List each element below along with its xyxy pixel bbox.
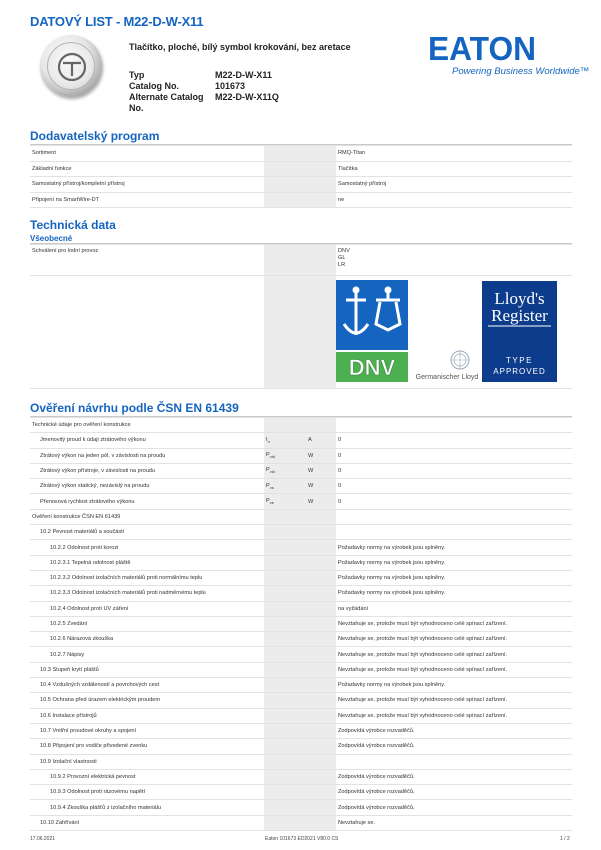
row-value: Požadavky normy na výrobek jsou splněny. — [336, 570, 572, 585]
row-label: Schválení pro lodní provoz — [30, 245, 264, 276]
table-row — [30, 192, 572, 208]
row-label: 10.9.3 Odolnost proti rázovému napětí — [30, 785, 264, 800]
row-symbol — [264, 800, 306, 815]
lr-badge-line1: TYPE — [506, 356, 533, 365]
row-label: Připojení na SmartWire-DT — [30, 192, 264, 208]
symbol-letter: I — [266, 436, 268, 443]
row-value: RMQ-Titan — [336, 146, 572, 162]
table-row — [30, 601, 572, 616]
meta-row-no — [129, 103, 335, 114]
meta-key: Catalog No. — [129, 81, 180, 91]
row-symbol — [264, 570, 306, 585]
lr-badge-line2: APPROVED — [493, 367, 546, 376]
row-value: Požadavky normy na výrobek jsou splněny. — [336, 678, 572, 693]
row-unit: W — [306, 494, 336, 509]
section-subtitle-general: Všeobecné — [30, 234, 73, 243]
row-symbol — [264, 245, 306, 276]
row-value: Požadavky normy na výrobek jsou splněny. — [336, 586, 572, 601]
dnv-logo — [336, 280, 408, 382]
meta-row-alt-catalog — [129, 92, 335, 103]
row-symbol — [264, 177, 306, 193]
meta-key: No. — [129, 103, 144, 113]
supplier-table — [30, 145, 572, 208]
row-unit — [306, 647, 336, 662]
row-label: Přenosová rychlost ztrátového výkonu — [30, 494, 264, 509]
row-symbol — [264, 678, 306, 693]
row-unit — [306, 555, 336, 570]
row-label: 10.2.2 Odolnost proti korozi — [30, 540, 264, 555]
row-value: Zodpovídá výrobce rozvaděčů. — [336, 785, 572, 800]
row-value: Nevztahuje se, protože musí být vyhodnoceno celé spínací zařízení. — [336, 632, 572, 647]
row-unit — [306, 800, 336, 815]
meta-key: Typ — [129, 70, 145, 80]
row-value: Nevztahuje se, protože musí být vyhodnoceno celé spínací zařízení. — [336, 616, 572, 631]
row-value: Nevztahuje se. — [336, 815, 572, 830]
row-value: 0 — [336, 494, 572, 509]
row-unit — [306, 586, 336, 601]
row-value: 0 — [336, 448, 572, 463]
table-row — [30, 570, 572, 585]
row-symbol — [264, 739, 306, 754]
symbol-letter: P — [266, 498, 270, 505]
table-row — [30, 418, 572, 433]
section-title-supplier: Dodavatelský program — [30, 129, 160, 143]
row-symbol — [264, 540, 306, 555]
row-label: 10.2.6 Nárazová zkouška — [30, 632, 264, 647]
table-row — [30, 540, 572, 555]
row-unit — [306, 570, 336, 585]
table-row — [30, 647, 572, 662]
table-row — [30, 769, 572, 784]
row-label: 10.9 Izolační vlastnosti — [30, 754, 264, 769]
meta-value: M22-D-W-X11 — [215, 70, 272, 80]
row-symbol — [264, 601, 306, 616]
row-symbol — [264, 146, 306, 162]
row-value: Nevztahuje se, protože musí být vyhodnoceno celé spínací zařízení. — [336, 693, 572, 708]
row-unit — [306, 540, 336, 555]
row-value: 0 — [336, 479, 572, 494]
row-value: 0 — [336, 463, 572, 478]
symbol-subscript: ve — [269, 500, 274, 506]
row-unit — [306, 146, 336, 162]
section-title-verification: Ověření návrhu podle ČSN EN 61439 — [30, 401, 239, 415]
row-symbol — [264, 723, 306, 738]
table-row — [30, 494, 572, 509]
eaton-logo — [428, 33, 538, 63]
row-label: 10.9.4 Zkouška plášťů z izolačního materiálu — [30, 800, 264, 815]
row-symbol — [264, 463, 306, 478]
row-unit — [306, 177, 336, 193]
row-value: na vyžádání — [336, 601, 572, 616]
table-row — [30, 800, 572, 815]
row-symbol — [264, 647, 306, 662]
row-symbol — [264, 525, 306, 540]
row-unit: A — [306, 433, 336, 448]
row-value — [336, 245, 572, 276]
meta-value — [215, 103, 335, 114]
table-row — [30, 662, 572, 677]
row-value: Nevztahuje se, protože musí být vyhodnoceno celé spínací zařízení. — [336, 662, 572, 677]
row-label: 10.2.4 Odolnost proti UV záření — [30, 601, 264, 616]
row-unit — [306, 601, 336, 616]
eaton-logo-text: EATON — [428, 33, 536, 63]
row-unit: W — [306, 448, 336, 463]
table-row — [30, 739, 572, 754]
row-value — [336, 754, 572, 769]
row-label: 10.9.2 Provozní elektrická pevnost — [30, 769, 264, 784]
row-label: 10.3 Stupeň krytí pláštů — [30, 662, 264, 677]
product-subtitle: Tlačítko, ploché, bílý symbol krokování, bez aretace — [129, 42, 351, 52]
row-unit — [306, 616, 336, 631]
row-label: Jmenovitý proud k údaji ztrátového výkonu — [30, 433, 264, 448]
row-unit — [306, 662, 336, 677]
table-row — [30, 525, 572, 540]
symbol-subscript: n — [267, 439, 270, 444]
row-value: Zodpovídá výrobce rozvaděčů. — [336, 739, 572, 754]
row-value: Nevztahuje se, protože musí být vyhodnoceno celé spínací zařízení. — [336, 708, 572, 723]
row-symbol — [264, 509, 306, 524]
row-unit — [306, 815, 336, 830]
row-unit — [306, 693, 336, 708]
meta-value: M22-D-W-X11Q — [215, 92, 279, 102]
table-row — [30, 693, 572, 708]
table-row — [30, 161, 572, 177]
symbol-letter: P — [266, 452, 270, 459]
symbol-letter: P — [266, 482, 270, 489]
table-row — [30, 815, 572, 830]
table-row — [30, 708, 572, 723]
product-image — [40, 35, 102, 97]
row-value: Nevztahuje se, protože musí být vyhodnoceno celé spínací zařízení. — [336, 647, 572, 662]
row-value: Požadavky normy na výrobek jsou splněny. — [336, 540, 572, 555]
table-row — [30, 245, 572, 276]
meta-row-type — [129, 70, 335, 81]
row-label: 10.2.3.3 Odolnost izolačních materiálů proti nadměrnému teplu — [30, 586, 264, 601]
row-symbol — [264, 632, 306, 647]
meta-value: 101673 — [215, 81, 246, 91]
row-unit — [306, 161, 336, 177]
row-symbol — [264, 555, 306, 570]
lloyds-register-logo — [482, 281, 557, 382]
row-unit — [306, 739, 336, 754]
row-label: 10.2.5 Zvedání — [30, 616, 264, 631]
row-value — [336, 418, 572, 433]
row-symbol — [264, 616, 306, 631]
row-unit — [306, 678, 336, 693]
footer-document-id: Eaton 101673 ED2021 V80.0 CS — [265, 836, 339, 842]
table-row — [30, 433, 572, 448]
row-unit: W — [306, 463, 336, 478]
row-unit: W — [306, 479, 336, 494]
dnv-logo-text: DNV — [348, 355, 396, 380]
row-symbol — [264, 693, 306, 708]
table-row — [30, 479, 572, 494]
meta-row-catalog — [129, 81, 335, 92]
table-row — [30, 448, 572, 463]
row-symbol — [264, 494, 306, 509]
row-label: 10.8 Připojení pro vodiče přivedené zvenku — [30, 739, 264, 754]
symbol-subscript: vid — [269, 454, 275, 460]
product-meta — [129, 70, 335, 114]
gl-logo-text: Germanischer Lloyd — [415, 374, 479, 381]
lr-logo-line1: Lloyd's — [494, 289, 545, 308]
row-value: Požadavky normy na výrobek jsou splněny. — [336, 555, 572, 570]
eaton-tagline: Powering Business Worldwide™ — [452, 66, 590, 77]
row-unit — [306, 509, 336, 524]
row-label: 10.10 Zahřívání — [30, 815, 264, 830]
table-row — [30, 678, 572, 693]
row-value: ne — [336, 192, 572, 208]
row-symbol — [264, 418, 306, 433]
row-unit — [306, 769, 336, 784]
row-symbol — [264, 433, 306, 448]
table-row — [30, 632, 572, 647]
row-unit — [306, 525, 336, 540]
approval-dnv: DNV — [338, 248, 350, 254]
row-value — [336, 509, 572, 524]
row-symbol — [264, 192, 306, 208]
row-label: 10.2.3.2 Odolnost izolačních materiálů proti normálnímu teplu — [30, 570, 264, 585]
approval-gl: GL — [338, 255, 346, 261]
row-symbol — [264, 161, 306, 177]
row-symbol — [264, 785, 306, 800]
symbol-subscript: vs — [269, 484, 274, 490]
verification-table — [30, 417, 572, 831]
row-symbol — [264, 769, 306, 784]
row-unit — [306, 723, 336, 738]
row-label: 10.5 Ochrana před úrazem elektrickým proudem — [30, 693, 264, 708]
table-row — [30, 723, 572, 738]
row-label: Sortiment — [30, 146, 264, 162]
row-label: Ztrátový výkon na jeden pól, v závislosti na proudu — [30, 448, 264, 463]
table-row — [30, 785, 572, 800]
row-symbol — [264, 708, 306, 723]
table-row — [30, 754, 572, 769]
table-row — [30, 555, 572, 570]
row-unit — [306, 192, 336, 208]
row-unit — [306, 632, 336, 647]
row-label: Ověření konstrukce ČSN EN 61439 — [30, 509, 264, 524]
symbol-letter: P — [266, 467, 270, 474]
row-symbol — [264, 815, 306, 830]
row-value: Zodpovídá výrobce rozvaděčů. — [336, 800, 572, 815]
table-row — [30, 177, 572, 193]
row-unit — [306, 754, 336, 769]
row-unit — [306, 708, 336, 723]
table-row — [30, 509, 572, 524]
row-value: Samostatný přístroj — [336, 177, 572, 193]
row-symbol — [264, 586, 306, 601]
jog-symbol-icon — [48, 43, 96, 91]
row-label: 10.6 Instalace přístrojů — [30, 708, 264, 723]
row-label: 10.2.7 Nápisy — [30, 647, 264, 662]
row-label: 10.4 Vzdušných vzdáleností a povrchových cest — [30, 678, 264, 693]
row-label: 10.2 Pevnost materiálů a součástí — [30, 525, 264, 540]
row-value: Zodpovídá výrobce rozvaděčů. — [336, 769, 572, 784]
footer-page-number: 1 / 2 — [560, 836, 570, 842]
row-value — [336, 525, 572, 540]
row-value: 0 — [336, 433, 572, 448]
row-value: Tlačítka — [336, 161, 572, 177]
row-label: Technické údaje pro ověření konstrukce — [30, 418, 264, 433]
row-symbol — [264, 479, 306, 494]
row-symbol — [264, 448, 306, 463]
row-unit — [306, 785, 336, 800]
row-label: Ztrátový výkon přístroje, v závislosti na proudu — [30, 463, 264, 478]
table-row — [30, 463, 572, 478]
row-unit — [306, 245, 336, 276]
row-value: Zodpovídá výrobce rozvaděčů. — [336, 723, 572, 738]
row-symbol — [264, 662, 306, 677]
germanischer-lloyd-logo — [408, 348, 486, 382]
row-symbol — [264, 754, 306, 769]
document-title: DATOVÝ LIST - M22-D-W-X11 — [30, 14, 204, 29]
row-label: 10.7 Vnitřní proudové okruhy a spojení — [30, 723, 264, 738]
row-label: Ztrátový výkon statický, nezávislý na proudu — [30, 479, 264, 494]
footer-date: 17.06.2021 — [30, 836, 56, 842]
row-label: Samostatný přístroj/kompletní přístroj — [30, 177, 264, 193]
section-title-technical: Technická data — [30, 218, 116, 232]
row-unit — [306, 418, 336, 433]
meta-key: Alternate Catalog — [129, 92, 204, 102]
table-row — [30, 146, 572, 162]
row-label: Základní funkce — [30, 161, 264, 177]
symbol-subscript: vid — [269, 469, 275, 475]
row-label: 10.2.3.1 Tepelná odolnost pláště — [30, 555, 264, 570]
table-row — [30, 586, 572, 601]
lr-logo-line2: Register — [491, 306, 548, 325]
table-row — [30, 616, 572, 631]
approval-lr: LR — [338, 262, 346, 268]
